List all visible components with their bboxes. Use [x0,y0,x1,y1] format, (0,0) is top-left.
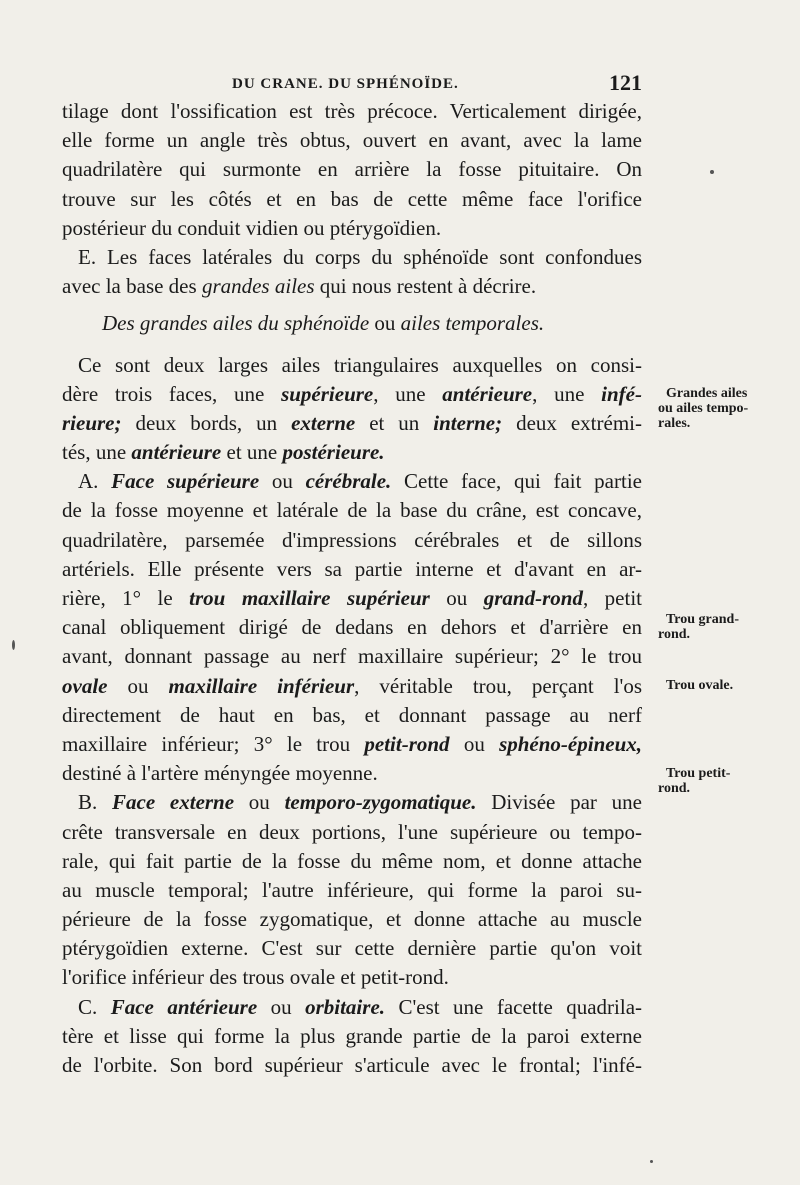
text-line: rière, 1° le trou maxillaire supérieur ou grand-rond, petit [62,586,642,610]
text-line: E. Les faces latérales du corps du sphénoïde sont confondues [78,244,642,269]
margin-note-trou-ovale: Trou ovale. [666,678,734,693]
term-italic: grandes ailes [201,274,315,299]
text-line: Ce sont deux larges ailes triangulaires auxquelles on consi- [78,352,642,377]
text-line: quadrilatère, parsemée d'impressions cérébrales et de sillons [62,527,642,552]
text-line: au muscle temporal; l'autre inférieure, qui forme la paroi su- [62,877,642,902]
text-line: B. Face externe ou temporo-zygomatique. Divisée par une [78,790,642,815]
text-line: trouve sur les côtés et en bas de cette même face l'orifice [62,186,642,211]
text-line: ptérygoïdien externe. C'est sur cette dernière partie qu'on voit [62,936,642,961]
body-text [62,97,642,1080]
text-line: tère et lisse qui forme la plus grande partie de la paroi externe [62,1023,642,1048]
text-line: rale, qui fait partie de la fosse du même nom, et donne attache [62,848,642,873]
margin-note-trou-petit-rond: Trou petit- rond. [658,766,731,796]
text-line: tilage dont l'ossification est très précoce. Verticalement dirigée, [62,99,642,123]
text-line: de l'orbite. Son bord supérieur s'articule avec le frontal; l'infé- [62,1053,642,1077]
margin-note-trou-grand-rond: Trou grand- rond. [658,612,739,642]
text-line: de la fosse moyenne et latérale de la base du crâne, est concave, [62,498,642,523]
text-line: crête transversale en deux portions, l'une supérieure ou tempo- [62,819,642,844]
section-heading: Des grandes ailes du sphénoïde ou ailes temporales. [102,311,545,336]
text-line: ovale ou maxillaire inférieur, véritable trou, perçant l'os [62,673,642,698]
text-line: C. Face antérieure ou orbitaire. C'est une facette quadrila- [78,994,643,1019]
text-line: A. Face supérieure ou cérébrale. Cette face, qui fait partie [78,469,642,494]
text-line: tés, une antérieure et une postérieure. [62,440,385,465]
text-line: artériels. Elle présente vers sa partie interne et d'avant en ar- [62,556,642,581]
text-line: avant, donnant passage au nerf maxillaire supérieur; 2° le trou [62,644,642,669]
page-number: 121 [609,70,642,95]
text-line: postérieur du conduit vidien ou ptérygoïdien. [62,215,442,240]
text-line: périeure de la fosse zygomatique, et donne attache au muscle [62,907,642,932]
running-title: DU CRANE. DU SPHÉNOÏDE. [232,76,459,92]
text-line: quadrilatère qui surmonte en arrière la fosse pituitaire. On [62,157,642,182]
text-line: rieure; deux bords, un externe et un interne; deux extrémi- [62,410,642,435]
text-line: dère trois faces, une supérieure, une antérieure, une infé- [62,381,642,406]
text-line: elle forme un angle très obtus, ouvert en avant, avec la lame [62,128,642,153]
margin-note-grandes-ailes: Grandes ailes ou ailes tempo- rales. [658,386,749,431]
ink-speck [650,1160,653,1163]
text-line: destiné à l'artère ményngée moyenne. [62,761,378,786]
page-header [62,70,642,100]
ink-speck [12,640,15,650]
text-line: directement de haut en bas, et donnant passage au nerf [62,702,642,727]
text-line: canal obliquement dirigé de dedans en dehors et d'arrière en [62,615,642,640]
text-line: avec la base des grandes ailes qui nous restent à décrire. [62,274,537,299]
ink-speck [710,170,714,174]
text-line: maxillaire inférieur; 3° le trou petit-rond ou sphéno-épineux, [62,731,642,756]
text-line: l'orifice inférieur des trous ovale et petit-rond. [62,965,449,990]
